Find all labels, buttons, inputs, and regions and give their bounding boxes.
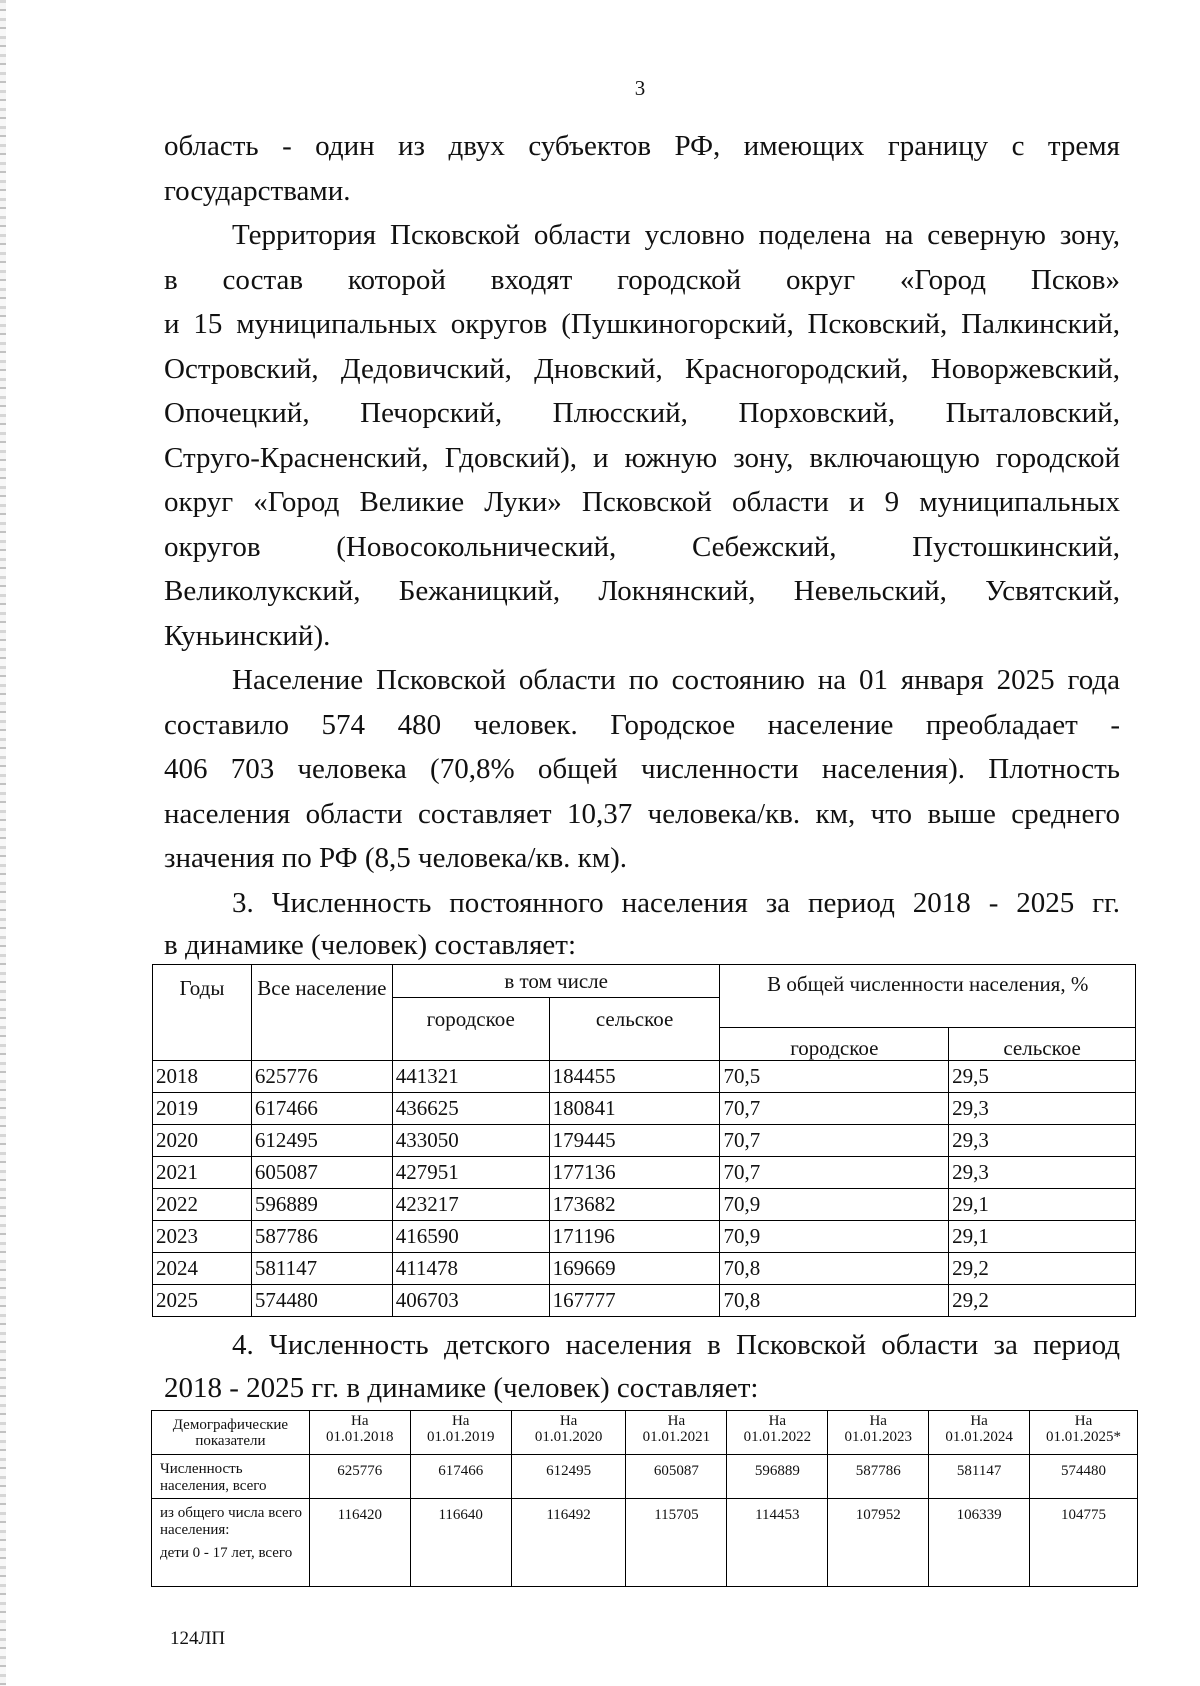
cell-urban-pct: 70,8 [720,1285,949,1317]
cell-value: 581147 [929,1455,1030,1499]
header-indicators: Демографические показатели [152,1411,310,1455]
cell-value: 617466 [410,1455,511,1499]
cell-total: 596889 [251,1189,392,1221]
cell-urban-pct: 70,7 [720,1157,949,1189]
cell-year: 2024 [153,1253,252,1285]
cell-rural-pct: 29,1 [949,1189,1136,1221]
cell-urban: 436625 [392,1093,549,1125]
header-date: На 01.01.2018 [309,1411,410,1455]
cell-total: 605087 [251,1157,392,1189]
row-label: Численность населения, всего [152,1455,310,1499]
cell-total: 625776 [251,1061,392,1093]
table-row [152,1499,1138,1587]
cell-rural-pct: 29,3 [949,1157,1136,1189]
cell-value: 116492 [511,1499,626,1587]
paragraph-line: округ «Город Великие Луки» Псковской области и 9 муниципальных [164,486,1120,518]
cell-rural: 177136 [549,1157,720,1189]
col-including: в том числе [392,965,720,998]
cell-year: 2025 [153,1285,252,1317]
header-date: На 01.01.2023 [828,1411,929,1455]
header-date: На 01.01.2021 [626,1411,727,1455]
cell-rural: 180841 [549,1093,720,1125]
paragraph-line: Куньинский). [164,620,331,652]
col-years: Годы [153,965,252,1061]
paragraph-line: Население Псковской области по состоянию на 01 января 2025 года [232,664,1120,696]
cell-value: 596889 [727,1455,828,1499]
cell-urban-pct: 70,9 [720,1189,949,1221]
section-heading: 4. Численность детского населения в Псковской области за период [232,1329,1120,1361]
cell-rural-pct: 29,3 [949,1125,1136,1157]
cell-urban: 411478 [392,1253,549,1285]
cell-urban-pct: 70,8 [720,1253,949,1285]
cell-year: 2018 [153,1061,252,1093]
cell-urban-pct: 70,5 [720,1061,949,1093]
children-population-table [151,1410,1138,1587]
document-code: 124ЛП [170,1628,226,1649]
table-row [153,1157,1136,1189]
header-date: На 01.01.2019 [410,1411,511,1455]
table-row [152,1455,1138,1499]
cell-year: 2023 [153,1221,252,1253]
section-heading: 3. Численность постоянного населения за период 2018 - 2025 гг. [232,887,1120,919]
cell-value: 587786 [828,1455,929,1499]
col-rural-pct: сельское [949,1028,1136,1061]
row-label-part: из общего числа всего населения: [160,1505,302,1538]
cell-value: 104775 [1030,1499,1138,1587]
table-row [153,1221,1136,1253]
cell-year: 2021 [153,1157,252,1189]
header-date: На 01.01.2022 [727,1411,828,1455]
col-share: В общей численности населения, % [720,965,1136,1028]
cell-rural-pct: 29,2 [949,1285,1136,1317]
header-date: На 01.01.2024 [929,1411,1030,1455]
row-label-part: дети 0 - 17 лет, всего [160,1545,293,1561]
header-date: На 01.01.2025* [1030,1411,1138,1455]
cell-value: 116420 [309,1499,410,1587]
paragraph-line: и 15 муниципальных округов (Пушкиногорский, Псковский, Палкинский, [164,308,1120,340]
table-row [153,1125,1136,1157]
cell-urban: 433050 [392,1125,549,1157]
paragraph-line: Великолукский, Бежаницкий, Локнянский, Невельский, Усвятский, [164,575,1120,607]
col-urban-pct: городское [720,1028,949,1061]
cell-total: 587786 [251,1221,392,1253]
paragraph-line: государствами. [164,175,351,207]
section-heading: 2018 - 2025 гг. в динамике (человек) составляет: [164,1372,759,1404]
paragraph-line: область - один из двух субъектов РФ, имеющих границу с тремя [164,130,1120,162]
table-row [153,1189,1136,1221]
paragraph-line: значения по РФ (8,5 человека/кв. км). [164,842,628,874]
cell-rural-pct: 29,1 [949,1221,1136,1253]
paragraph-line: 406 703 человека (70,8% общей численности населения). Плотность [164,753,1120,785]
cell-rural: 169669 [549,1253,720,1285]
cell-year: 2020 [153,1125,252,1157]
cell-value: 106339 [929,1499,1030,1587]
cell-urban-pct: 70,7 [720,1125,949,1157]
section-heading: в динамике (человек) составляет: [164,929,577,961]
cell-total: 612495 [251,1125,392,1157]
cell-rural-pct: 29,2 [949,1253,1136,1285]
cell-rural-pct: 29,5 [949,1061,1136,1093]
cell-value: 574480 [1030,1455,1138,1499]
paragraph-line: Территория Псковской области условно поделена на северную зону, [232,219,1120,251]
paragraph-line: Опочецкий, Печорский, Плюсский, Порховский, Пыталовский, [164,397,1120,429]
cell-total: 581147 [251,1253,392,1285]
cell-rural: 179445 [549,1125,720,1157]
cell-rural-pct: 29,3 [949,1093,1136,1125]
cell-urban: 441321 [392,1061,549,1093]
paragraph-line: Струго-Красненский, Гдовский), и южную зону, включающую городской [164,442,1120,474]
table-row [153,1253,1136,1285]
paragraph-line: округов (Новосокольнический, Себежский, Пустошкинский, [164,531,1120,563]
cell-value: 114453 [727,1499,828,1587]
cell-value: 625776 [309,1455,410,1499]
cell-urban-pct: 70,9 [720,1221,949,1253]
population-table [152,964,1136,1317]
scan-edge [0,0,6,1686]
col-urban: городское [392,998,549,1061]
cell-rural: 173682 [549,1189,720,1221]
paragraph-line: в состав которой входят городской округ «Город Псков» [164,264,1120,296]
page-number: 3 [634,76,646,100]
cell-urban: 416590 [392,1221,549,1253]
cell-rural: 184455 [549,1061,720,1093]
cell-rural: 167777 [549,1285,720,1317]
cell-value: 612495 [511,1455,626,1499]
row-label [152,1499,310,1587]
header-date: На 01.01.2020 [511,1411,626,1455]
cell-rural: 171196 [549,1221,720,1253]
table-row [153,1285,1136,1317]
paragraph-line: составило 574 480 человек. Городское население преобладает - [164,709,1120,741]
cell-value: 115705 [626,1499,727,1587]
cell-value: 605087 [626,1455,727,1499]
cell-urban: 427951 [392,1157,549,1189]
cell-value: 116640 [410,1499,511,1587]
table-row [153,1061,1136,1093]
cell-total: 574480 [251,1285,392,1317]
cell-value: 107952 [828,1499,929,1587]
cell-urban: 406703 [392,1285,549,1317]
cell-year: 2019 [153,1093,252,1125]
cell-urban: 423217 [392,1189,549,1221]
cell-urban-pct: 70,7 [720,1093,949,1125]
table-row [153,1093,1136,1125]
cell-year: 2022 [153,1189,252,1221]
paragraph-line: Островский, Дедовичский, Дновский, Красногородский, Новоржевский, [164,353,1120,385]
col-total: Все население [251,965,392,1061]
col-rural: сельское [549,998,720,1061]
paragraph-line: населения области составляет 10,37 человека/кв. км, что выше среднего [164,798,1120,830]
cell-total: 617466 [251,1093,392,1125]
